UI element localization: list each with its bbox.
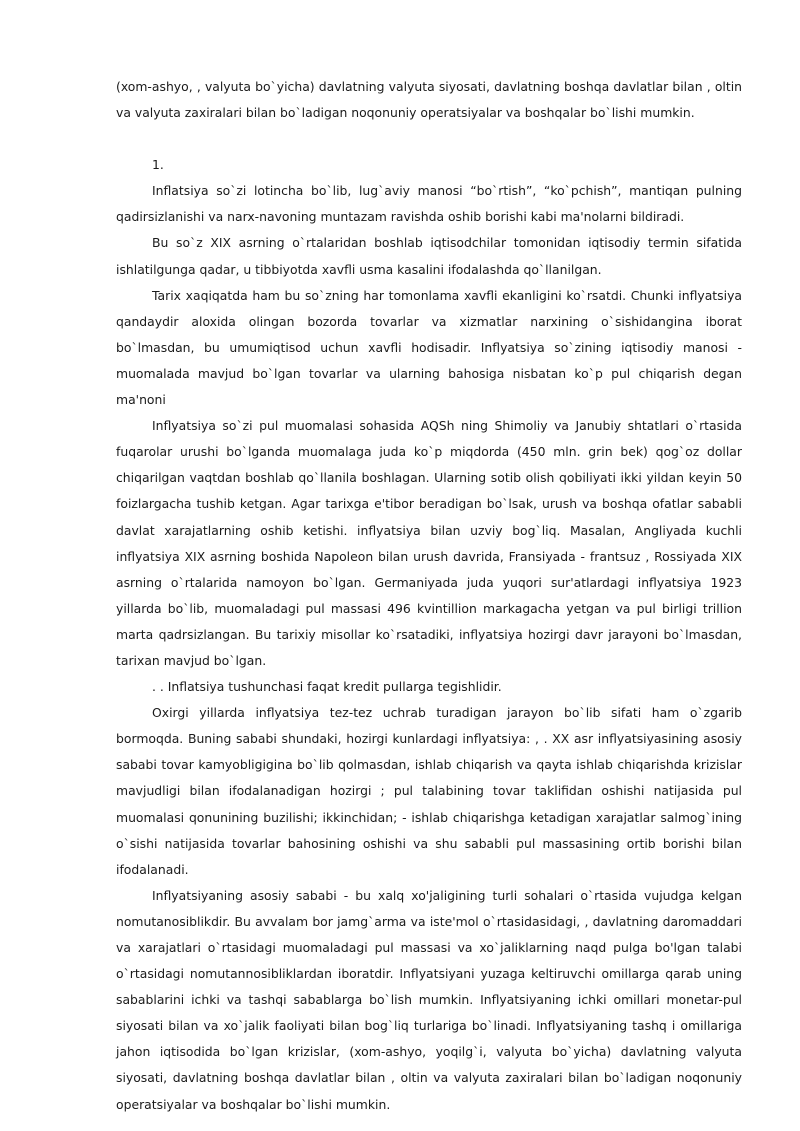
paragraph: Inflatsiya so`zi lotincha bo`lib, lug`aviy manosi “bo`rtish”, “ko`pchish”, mantiqan pulning qadirsizlanishi va narx-navoning muntazam ravishda oshib borishi kabi ma'nolarni bildiradi. [116, 183, 742, 225]
document-body [116, 74, 742, 1118]
paragraph: Inflyatsiya so`zi pul muomalasi sohasida AQSh ning Shimoliy va Janubiy shtatlari o`rtasida fuqarolar urushi bo`lganda muomalaga juda ko`p miqdorda (450 mln. grin bek) qog`oz dollar chiqarilgan vaqtdan boshlab qo`llanila boshlagan. Ularning sotib olish qobiliyati ikki yildan keyin 50 foizlargacha tushib ketgan. Agar tarixga e'tibor beradigan bo`lsak, urush va boshqa ofatlar sababli davlat xarajatlarning oshib ketishi. inflyatsiya bilan uzviy bog`liq. Masalan, Angliyada kuchli inflyatsiya XIX asrning boshida Napoleon bilan urush davrida, Fransiyada - frantsuz , Rossiyada XIX asrning o`rtalarida namoyon bo`lgan. Germaniyada juda yuqori sur'atlardagi inflyatsiya 1923 yillarda bo`lib, muomaladagi pul massasi 496 kvintillion markagacha yetgan va pul birligi trillion marta qadrsizlangan. Bu tarixiy misollar ko`rsatadiki, inflyatsiya hozirgi davr jarayoni bo`lmasdan, tarixan mavjud bo`lgan. [116, 418, 742, 668]
paragraph-continued: (xom-ashyo, , valyuta bo`yicha) davlatning valyuta siyosati, davlatning boshqa davlatlar bilan , oltin va valyuta zaxiralari bilan bo`ladigan noqonuniy operatsiyalar va boshqalar bo`lishi mumkin. [116, 79, 742, 121]
section-number: 1. [152, 157, 164, 173]
paragraph: Tarix xaqiqatda ham bu so`zning har tomonlama xavfli ekanligini ko`rsatdi. Chunki inflyatsiya qandaydir aloxida olingan bozorda tovarlar va xizmatlar narxining o`sishidangina iborat bo`lmasdan, bu umumiqtisod uchun xavfli hodisadir. Inflyatsiya so`zining iqtisodiy manosi - muomalada mavjud bo`lgan tovarlar va ularning bahosiga nisbatan ko`p pul chiqarish degan ma'noni [116, 287, 742, 408]
paragraph: Bu so`z XIX asrning o`rtalaridan boshlab iqtisodchilar tomonidan iqtisodiy termin sifatida ishlatilgunga qadar, u tibbiyotda xavfli usma kasalini ifodalashda qo`llanilgan. [116, 235, 742, 277]
paragraph: Inflyatsiyaning asosiy sababi - bu xalq xo'jaligining turli sohalari o`rtasida vujudga kelgan nomutanosiblikdir. Bu avvalam bor jamg`arma va iste'mol o`rtasidasidagi, , davlatning daromaddari va xarajatlari o`rtasidagi muomaladagi pul massasi va xo`jaliklarning naqd pulga bo'lgan talabi o`rtasidagi nomutannosibliklardan iboratdir. Inflyatsiyani yuzaga keltiruvchi omillarga qarab uning sabablarini ichki va tashqi sabablarga bo`lish mumkin. Inflyatsiyaning ichki omillari monetar-pul siyosati bilan va xo`jalik faoliyati bilan bog`liq turlariga bo`linadi. Inflyatsiyaning tashq i omillariga jahon iqtisodida bo`lgan krizislar, (xom-ashyo, yoqilg`i, valyuta bo`yicha) davlatning valyuta siyosati, davlatning boshqa davlatlar bilan , oltin va valyuta zaxiralari bilan bo`ladigan noqonuniy operatsiyalar va boshqalar bo`lishi mumkin. [116, 887, 742, 1112]
paragraph: Oxirgi yillarda inflyatsiya tez-tez uchrab turadigan jarayon bo`lib sifati ham o`zgarib bormoqda. Buning sababi shundaki, hozirgi kunlardagi inflyatsiya: , . XX asr inflyatsiyasining asosiy sababi tovar kamyobligigina bo`lib qolmasdan, ishlab chiqarish va qayta ishlab chiqarishda krizislar mavjudligi bilan ifodalanadigan hozirgi ; pul talabining tovar taklifidan oshishi natijasida pul muomalasi qonunining buzilishi; ikkinchidan; - ishlab chiqarishga ketadigan xarajatlar salmog`ining o`sishi natijasida tovarlar bahosining oshishi va shu sababli pul massasining ortib borishi bilan ifodalanadi. [116, 705, 742, 877]
paragraph: . . Inflatsiya tushunchasi faqat kredit pullarga tegishlidir. [152, 679, 502, 695]
